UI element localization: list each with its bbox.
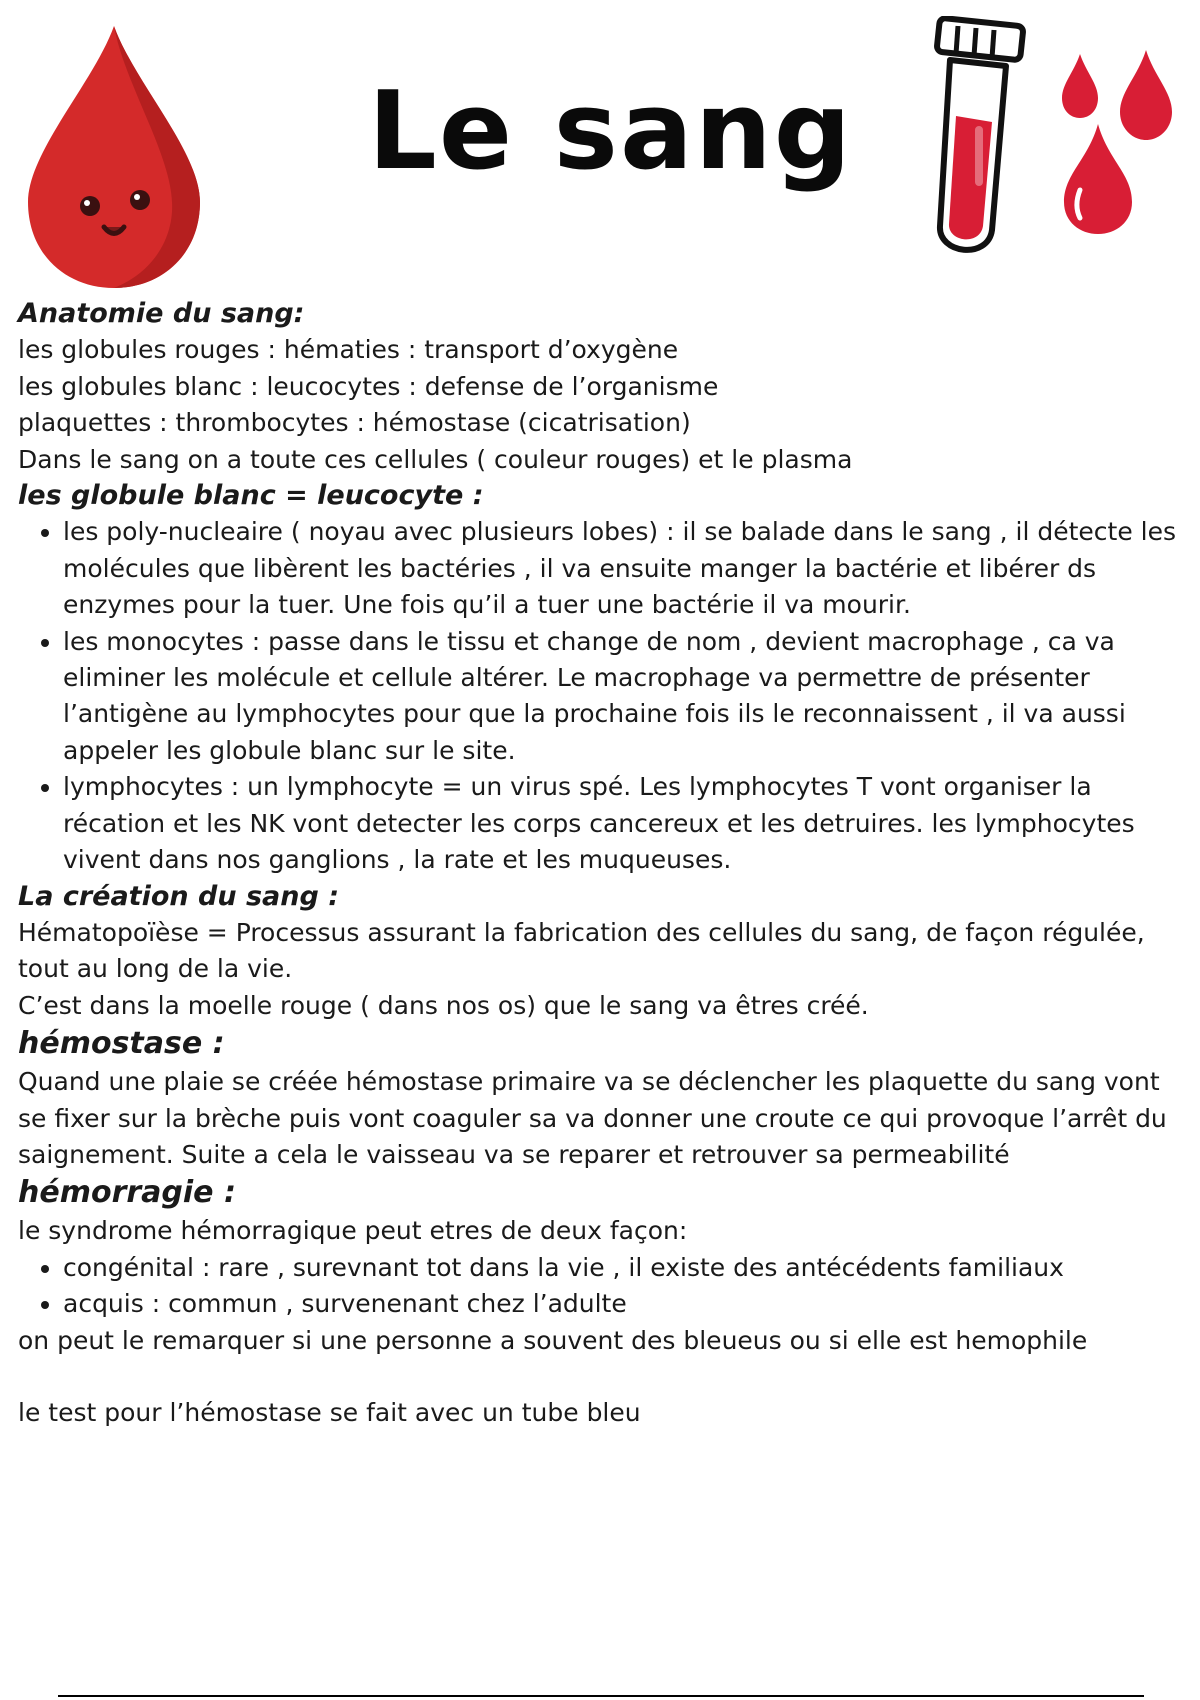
test-tube-icon <box>920 16 1030 266</box>
list-item: • les poly-nucleaire ( noyau avec plusieurs lobes) : il se balade dans le sang , il détecte les molécules que libèrent les bactéries , il va ensuite manger la bactérie et libérer ds enzymes pour la tuer. Une fois qu’il a tuer une bactérie il va mourir. <box>63 514 1188 623</box>
text-line: les globules rouges : hématies : transport d’oxygène <box>18 335 679 365</box>
text-line: Dans le sang on a toute ces cellules ( couleur rouges) et le plasma <box>18 444 853 474</box>
blood-drop-mascot-icon <box>24 22 204 290</box>
page-title: Le sang <box>368 69 854 194</box>
text-paragraph: Quand une plaie se créée hémostase primaire va se déclencher les plaquette du sang vont se fixer sur la brèche puis vont coaguler sa va donner une croute ce qui provoque l’arrêt du saignement. Suite a cela le vaisseau va se reparer et retrouver sa permeabilité <box>18 1067 1167 1169</box>
hemorragie-list <box>18 1250 1188 1323</box>
list-item: • les monocytes : passe dans le tissu et change de nom , devient macrophage , ca va eliminer les molécule et cellule altérer. Le macrophage va permettre de présenter l’antigène au lymphocytes pour que la prochaine fois ils le reconnaissent , il va aussi appeler les globule blanc sur le site. <box>63 624 1188 770</box>
document-body <box>18 296 1188 1432</box>
text-line: on peut le remarquer si une personne a souvent des bleueus ou si elle est hemophile <box>18 1325 1088 1355</box>
blood-drops-icon <box>1050 50 1180 235</box>
list-item: • lymphocytes : un lymphocyte = un virus spé. Les lymphocytes T vont organiser la récation et les NK vont detecter les corps cancereux et les detruires. les lymphocytes vivent dans nos ganglions , la rate et les muqueuses. <box>63 769 1188 878</box>
section-heading-hemorragie: hémorragie : <box>18 1175 236 1211</box>
text-line: C’est dans la moelle rouge ( dans nos os) que le sang va êtres créé. <box>18 990 869 1020</box>
page-header <box>0 0 1200 300</box>
list-item: • acquis : commun , survenenant chez l’adulte <box>63 1286 1188 1322</box>
text-line: les globules blanc : leucocytes : defense de l’organisme <box>18 371 719 401</box>
section-heading-leucocytes: les globule blanc = leucocyte : <box>18 480 484 512</box>
text-line: plaquettes : thrombocytes : hémostase (cicatrisation) <box>18 408 691 438</box>
section-heading-hemostase: hémostase : <box>18 1026 225 1062</box>
blank-line <box>18 1359 1188 1395</box>
section-heading-anatomy: Anatomie du sang: <box>18 298 305 329</box>
text-line: Hématopoïèse = Processus assurant la fabrication des cellules du sang, de façon régulée, tout au long de la vie. <box>18 917 1145 984</box>
text-line: le test pour l’hémostase se fait avec un tube bleu <box>18 1398 641 1428</box>
footer-divider <box>58 1695 1144 1697</box>
text-line: le syndrome hémorragique peut etres de deux façon: <box>18 1216 688 1246</box>
section-heading-creation: La création du sang : <box>18 880 339 912</box>
leucocyte-list <box>18 514 1188 878</box>
list-item: • congénital : rare , surevnant tot dans la vie , il existe des antécédents familiaux <box>63 1250 1188 1286</box>
